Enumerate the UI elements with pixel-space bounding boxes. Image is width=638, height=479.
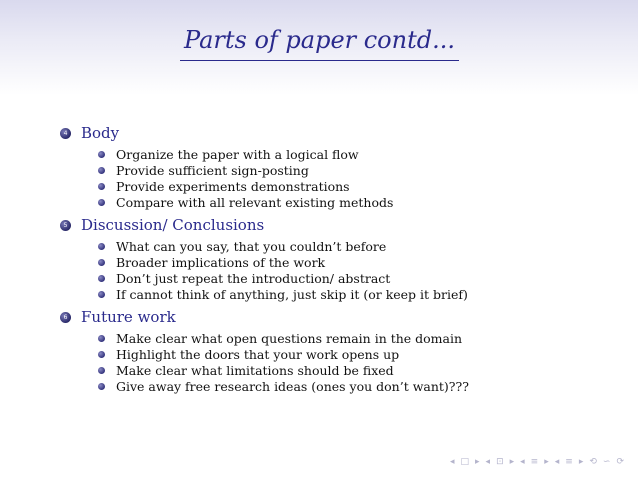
number-bullet-icon: 4: [60, 128, 71, 139]
subsection-icon[interactable]: ≡: [565, 457, 573, 467]
list-item: [98, 286, 620, 302]
bullet-list: [60, 146, 620, 210]
list-item-text: If cannot think of anything, just skip it (or keep it brief): [116, 286, 468, 302]
list-item-text: Make clear what open questions remain in the domain: [116, 330, 463, 346]
slide-content: [60, 122, 620, 398]
list-item-text: What can you say, that you couldn’t before: [116, 238, 387, 254]
next-slide-icon[interactable]: ▸: [475, 457, 480, 467]
slide-icon[interactable]: □: [460, 457, 469, 467]
bullet-dot-icon: [98, 367, 105, 374]
list-item: [98, 330, 620, 346]
bullet-dot-icon: [98, 243, 105, 250]
list-item: [98, 270, 620, 286]
list-item-text: Compare with all relevant existing methods: [116, 194, 394, 210]
bullet-dot-icon: [98, 291, 105, 298]
zoom-icon[interactable]: ∽: [602, 457, 611, 467]
title-container: [0, 26, 638, 61]
list-item: [98, 346, 620, 362]
number-bullet-icon: 6: [60, 312, 71, 323]
section-body: [60, 122, 620, 210]
section-label: Discussion/ Conclusions: [81, 216, 265, 234]
list-item-text: Broader implications of the work: [116, 254, 326, 270]
list-item: [98, 238, 620, 254]
prev-section-icon[interactable]: ◂: [520, 457, 525, 467]
list-item: [98, 362, 620, 378]
section-label: Body: [81, 124, 120, 142]
section-heading: [60, 306, 620, 328]
bullet-dot-icon: [98, 335, 105, 342]
next-frame-icon[interactable]: ▸: [509, 457, 515, 467]
bullet-dot-icon: [98, 199, 105, 206]
bullet-dot-icon: [98, 275, 105, 282]
prev-subsection-icon[interactable]: ◂: [554, 457, 560, 467]
list-item-text: Don’t just repeat the introduction/ abstract: [116, 270, 391, 286]
bullet-dot-icon: [98, 383, 105, 390]
next-subsection-icon[interactable]: ▸: [578, 457, 584, 467]
bullet-dot-icon: [98, 259, 105, 266]
back-icon[interactable]: ⟳: [616, 457, 624, 467]
prev-frame-icon[interactable]: ◂: [485, 457, 491, 467]
section-icon[interactable]: ≡: [530, 457, 539, 467]
section-heading: [60, 214, 620, 236]
list-item-text: Highlight the doors that your work opens up: [116, 346, 400, 362]
section-heading: [60, 122, 620, 144]
bullet-dot-icon: [98, 183, 105, 190]
bullet-dot-icon: [98, 151, 105, 158]
list-item: [98, 162, 620, 178]
list-item: [98, 178, 620, 194]
bullet-dot-icon: [98, 351, 105, 358]
next-section-icon[interactable]: ▸: [544, 457, 549, 467]
search-icon[interactable]: ⟲: [589, 457, 597, 467]
bullet-dot-icon: [98, 167, 105, 174]
section-future-work: [60, 306, 620, 394]
list-item-text: Provide experiments demonstrations: [116, 178, 350, 194]
page-title: Parts of paper contd...: [180, 26, 459, 61]
list-item-text: Make clear what limitations should be fixed: [116, 362, 394, 378]
number-bullet-icon: 5: [60, 220, 71, 231]
section-label: Future work: [81, 308, 176, 326]
list-item-text: Give away free research ideas (ones you don’t want)???: [116, 378, 469, 394]
list-item: [98, 194, 620, 210]
list-item-text: Provide sufficient sign-posting: [116, 162, 309, 178]
section-discussion: [60, 214, 620, 302]
list-item: [98, 378, 620, 394]
list-item: [98, 254, 620, 270]
bullet-list: [60, 238, 620, 302]
beamer-navigation-bar: [450, 457, 624, 467]
frame-icon[interactable]: ⊡: [496, 457, 504, 467]
prev-slide-icon[interactable]: ◂: [449, 457, 455, 467]
list-item: [98, 146, 620, 162]
bullet-list: [60, 330, 620, 394]
list-item-text: Organize the paper with a logical flow: [116, 146, 359, 162]
